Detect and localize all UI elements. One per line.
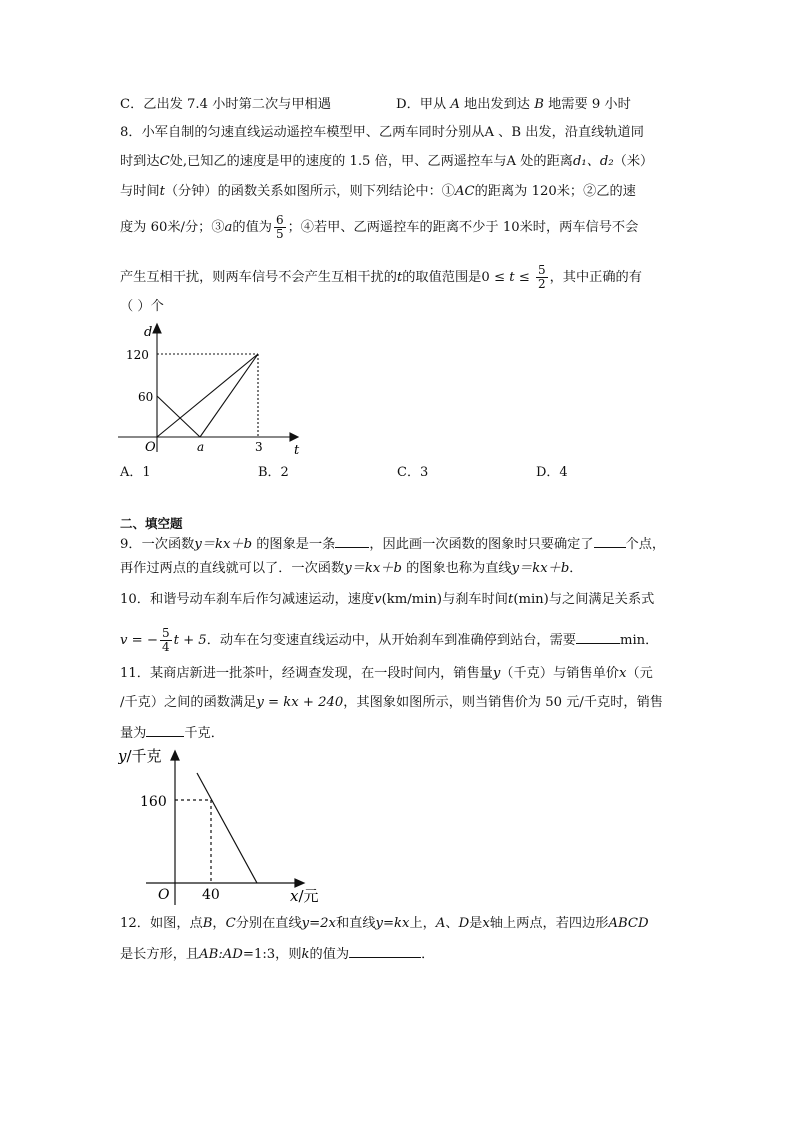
- q12-line-1: 12．如图，点B，C分别在直线y=2x和直线y=kx上，A、D是x轴上两点，若四边形ABCD: [120, 916, 649, 931]
- sales-price-graph: [118, 745, 338, 910]
- y-axis-label: y/千克: [118, 747, 162, 765]
- x-axis-label: x/元: [290, 887, 319, 905]
- segment-a-to-3-120: [200, 354, 258, 437]
- y-axis-label: d: [144, 325, 153, 340]
- q11-line-1: 11．某商店新进一批茶叶，经调查发现，在一段时间内，销售量y（千克）与销售单价x（元: [120, 666, 653, 681]
- q8-line-6: （ ）个: [120, 299, 164, 314]
- q8-line-4: 度为 60米/分；③a的值为 $\frac{6}{5}$ ；④若甲、乙两遥控车的距离不少于 10米时，两车信号不会: [120, 213, 639, 241]
- fraction-five-fourths: $\frac{5}{4}$: [161, 626, 170, 654]
- q8-option-d[interactable]: D．4: [536, 465, 568, 480]
- x-axis-label: t: [294, 443, 300, 457]
- x-axis-arrow: [290, 433, 298, 441]
- q9-blank-2[interactable]: [594, 533, 626, 548]
- q7-option-c: C．乙出发 7.4 小时第二次与甲相遇: [120, 97, 331, 112]
- distance-time-graph: [118, 322, 308, 457]
- segment-60-to-a: [157, 396, 200, 437]
- x-tick-a: a: [197, 440, 205, 454]
- q9-line-1: 9．一次函数y＝kx＋b 的图象是一条 ，因此画一次函数的图象时只要确定了 个点，: [120, 533, 665, 555]
- q10-line-1: 10．和谐号动车刹车后作匀减速运动，速度v(km/min)与刹车时间t(min)与之间满足关系式: [120, 592, 655, 607]
- q12-line-2: 是长方形，且AB:AD=1:3，则k的值为 ．: [120, 943, 434, 965]
- fraction-five-halves: $\frac{5}{2}$: [537, 263, 546, 291]
- q7-option-d: D．甲从 A 地出发到达 B 地需要 9 小时: [396, 97, 631, 112]
- section-title: 二、填空题: [120, 516, 183, 531]
- y-tick-60: 60: [138, 390, 154, 404]
- q11-line-2: /千克）之间的函数满足y = kx + 240，其图象如图所示，则当销售价为 50 元/千克时，销售: [120, 695, 663, 710]
- x-tick-40: 40: [202, 887, 220, 903]
- q8-line-5: 产生互相干扰，则两车信号不会产生互相干扰的t的取值范围是0 ≤ t ≤ $\frac{5}{2}$ ，其中正确的有: [120, 263, 642, 291]
- q12-blank[interactable]: [349, 943, 421, 958]
- y-axis-arrow: [171, 751, 179, 760]
- origin-label: O: [145, 440, 156, 455]
- x-axis-arrow: [295, 879, 304, 887]
- x-tick-3: 3: [255, 440, 263, 454]
- segment-origin-to-3-120: [157, 354, 258, 437]
- fraction-six-fifths: $\frac{6}{5}$: [275, 213, 284, 241]
- q7-option-row: [120, 95, 331, 115]
- q11-line-3: 量为 千克．: [120, 722, 224, 744]
- origin-label: O: [158, 887, 170, 903]
- q8-option-b[interactable]: B．2: [258, 465, 289, 480]
- q8-line-1: 8．小军自制的匀速直线运动遥控车模型甲、乙两车同时分别从A 、B 出发，沿直线轨道同: [120, 125, 644, 140]
- q9-blank-1[interactable]: [335, 533, 369, 548]
- q8-line-3: 与时间t（分钟）的函数关系如图所示，则下列结论中：①AC的距离为 120米；②乙的速: [120, 184, 636, 199]
- y-tick-120: 120: [126, 348, 149, 362]
- q10-line-2: v = − $\frac{5}{4}$ t + 5．动车在匀变速直线运动中，从开始刹车到准确停到站台，需要 min．: [120, 626, 659, 654]
- q8-option-a[interactable]: A．1: [120, 465, 151, 480]
- y-tick-160: 160: [140, 794, 167, 810]
- q9-line-2: 再作过两点的直线就可以了．一次函数y＝kx＋b 的图象也称为直线y＝kx＋b．: [120, 561, 583, 576]
- q8-option-c[interactable]: C．3: [397, 465, 429, 480]
- q8-line-2: 时到达C处,已知乙的速度是甲的速度的 1.5 倍，甲、乙两遥控车与A 处的距离d₁、d₂（米）: [120, 154, 654, 169]
- q10-blank[interactable]: [576, 629, 620, 644]
- q11-blank[interactable]: [146, 722, 184, 737]
- function-line: [197, 773, 257, 883]
- y-axis-arrow: [153, 324, 161, 333]
